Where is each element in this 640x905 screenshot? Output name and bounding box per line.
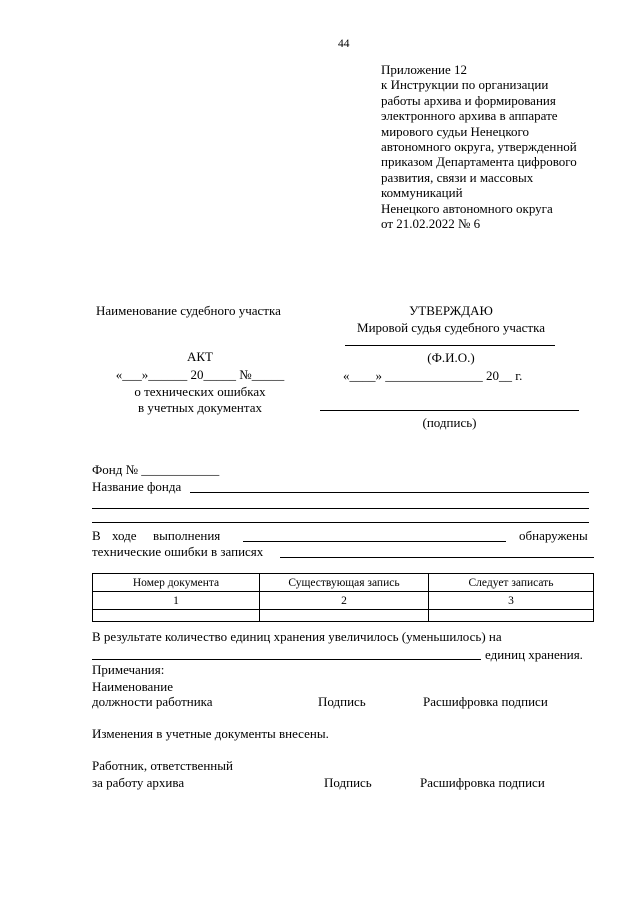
table-header-cell: Существующая запись: [260, 574, 429, 592]
appendix-line: от 21.02.2022 № 6: [381, 216, 481, 232]
appendix-block: [381, 62, 611, 231]
page-number: 44: [338, 38, 350, 50]
appendix-line: Ненецкого автономного округа: [381, 200, 553, 216]
table-number-cell: 1: [93, 592, 260, 610]
appendix-line: к Инструкции по организации: [381, 77, 549, 93]
table-cell: [260, 610, 429, 622]
errors-table: [92, 573, 594, 622]
employee-decoding-label: Расшифровка подписи: [423, 694, 548, 709]
notes-label: Примечания:: [92, 662, 165, 677]
act-subject-line-1: о технических ошибках: [134, 384, 266, 399]
appendix-line: работы архива и формирования: [381, 92, 556, 108]
result-line-2: единиц хранения.: [485, 647, 583, 662]
fund-name-label: Название фонда: [92, 479, 182, 494]
judge-name-line: [345, 345, 555, 346]
table-cell: [93, 610, 260, 622]
result-amount-line: [92, 659, 481, 660]
signature-caption: (подпись): [422, 415, 477, 430]
signature-line: [320, 410, 579, 411]
table-number-row: [93, 592, 594, 610]
course-word-3: выполнения: [153, 528, 221, 543]
errors-found: обнаружены: [519, 528, 588, 543]
table-header-cell: Следует записать: [429, 574, 594, 592]
fio-caption: (Ф.И.О.): [427, 350, 475, 365]
archive-worker-line-1: Работник, ответственный: [92, 758, 233, 773]
act-date-line: «___»______ 20_____ №_____: [115, 367, 285, 382]
table-row: [93, 610, 594, 622]
changes-made-text: Изменения в учетные документы внесены.: [92, 726, 329, 741]
fund-number: Фонд № ____________: [92, 462, 220, 477]
table-cell: [429, 610, 594, 622]
appendix-line: автономного округа, утвержденной: [381, 139, 577, 155]
course-word-2: ходе: [112, 528, 137, 543]
result-line-1: В результате количество единиц хранения увеличилось (уменьшилось) на: [92, 629, 502, 644]
approve-label: УТВЕРЖДАЮ: [409, 303, 493, 318]
course-word-1: В: [92, 528, 101, 543]
fund-name-line-3: [92, 522, 589, 523]
fund-name-line-2: [92, 508, 589, 509]
errors-records-line: [280, 557, 594, 558]
act-title: АКТ: [187, 349, 213, 364]
employee-position-line-1: Наименование: [92, 679, 173, 694]
court-name: Наименование судебного участка: [96, 303, 281, 318]
errors-records-label: технические ошибки в записях: [92, 544, 264, 559]
appendix-line: развития, связи и массовых: [381, 169, 534, 185]
judge-position: Мировой судья судебного участка: [357, 320, 545, 335]
appendix-line: электронного архива в аппарате: [381, 108, 558, 124]
appendix-line: коммуникаций: [381, 185, 463, 201]
archive-signature-label: Подпись: [324, 775, 372, 790]
archive-decoding-label: Расшифровка подписи: [420, 775, 545, 790]
course-line: [243, 541, 506, 542]
fund-name-line: [190, 492, 589, 493]
act-subject-line-2: в учетных документах: [138, 400, 262, 415]
appendix-line: Приложение 12: [381, 62, 468, 77]
approve-date-line: «____» _______________ 20__ г.: [343, 368, 523, 383]
table-header-cell: Номер документа: [93, 574, 260, 592]
table-header-row: [93, 574, 594, 592]
employee-position-line-2: должности работника: [92, 694, 213, 709]
table-number-cell: 2: [260, 592, 429, 610]
appendix-line: приказом Департамента цифрового: [381, 154, 577, 170]
appendix-line: мирового судьи Ненецкого: [381, 123, 530, 139]
archive-worker-line-2: за работу архива: [92, 775, 185, 790]
table-number-cell: 3: [429, 592, 594, 610]
employee-signature-label: Подпись: [318, 694, 366, 709]
